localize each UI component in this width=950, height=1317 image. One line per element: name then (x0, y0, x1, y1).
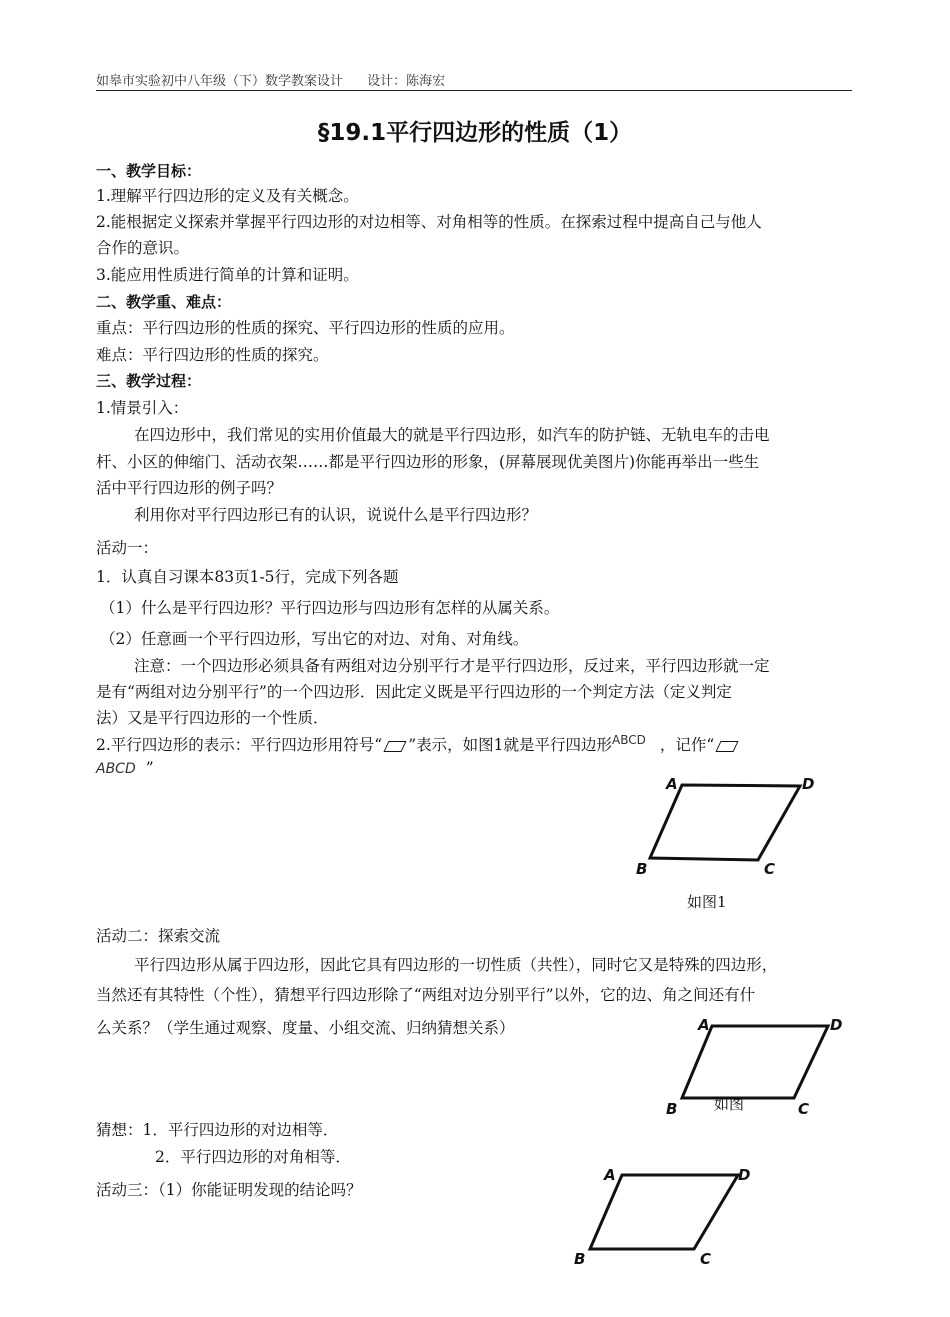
intro-label: 1.情景引入： (96, 399, 189, 417)
intro-paragraph-line: 杆、小区的伸缩门、活动衣架……都是平行四边形的形象，(屏幕展现优美图片)你能再举出一些生 (96, 453, 760, 471)
vertex-label-b: B (636, 860, 648, 878)
representation-text: ” (145, 759, 154, 777)
objective-line: 合作的意识。 (96, 239, 190, 257)
vertex-label-c: C (798, 1100, 810, 1118)
parallelogram-figure-1 (630, 770, 830, 885)
parallelogram-figure-3 (570, 1160, 770, 1275)
keypoint-line: 重点：平行四边形的性质的探究、平行四边形的性质的应用。 (96, 319, 515, 337)
figure-1-caption: 如图1 (687, 893, 727, 911)
note-line: 法）又是平行四边形的一个性质． (96, 709, 329, 727)
intro-question: 利用你对平行四边形已有的认识，说说什么是平行四边形？ (134, 506, 538, 524)
representation-text: ，记作“ (659, 736, 715, 754)
vertex-label-b: B (666, 1100, 678, 1118)
conjecture-2: 2．平行四边形的对角相等． (155, 1148, 351, 1166)
representation-text: ”表示，如图1就是平行四边形 (408, 736, 613, 754)
objective-line: 3.能应用性质进行简单的计算和证明。 (96, 266, 359, 284)
vertex-label-c: C (764, 860, 776, 878)
vertex-label-a: A (604, 1166, 616, 1184)
representation-text: 2.平行四边形的表示：平行四边形用符号“ (96, 736, 383, 754)
activity1-question: （2）任意画一个平行四边形，写出它的对边、对角、对角线。 (100, 630, 529, 648)
keypoint-line: 难点：平行四边形的性质的探究。 (96, 346, 329, 364)
activity2-label: 活动二：探索交流 (96, 927, 221, 945)
vertex-label-d: D (738, 1166, 751, 1184)
parallelogram-symbol-icon (716, 741, 739, 752)
activity1-question: （1）什么是平行四边形？平行四边形与四边形有怎样的从属关系。 (100, 599, 560, 617)
section-objectives-heading: 一、教学目标： (96, 162, 202, 180)
activity1-label: 活动一： (96, 539, 159, 557)
vertex-label-c: C (700, 1250, 712, 1268)
page-header (96, 70, 852, 91)
header-school: 如皋市实验初中八年级（下）数学教案设计 (96, 74, 344, 89)
section-keypoints-heading: 二、教学重、难点： (96, 293, 232, 311)
conjecture-1: 猜想：1．平行四边形的对边相等． (96, 1121, 339, 1139)
activity1-item: 1．认真自习课本83页1-5行，完成下列各题 (96, 568, 399, 586)
activity2-paragraph-line: 平行四边形从属于四边形，因此它具有四边形的一切性质（共性），同时它又是特殊的四边形， (134, 956, 778, 974)
page-title: §19.1平行四边形的性质（1） (317, 120, 633, 146)
representation-abcd: ABCD (612, 733, 646, 747)
vertex-label-d: D (830, 1016, 843, 1034)
activity3-line: 活动三：（1）你能证明发现的结论吗？ (96, 1181, 362, 1199)
intro-paragraph-line: 在四边形中，我们常见的实用价值最大的就是平行四边形，如汽车的防护链、无轨电车的击电 (134, 426, 770, 444)
objective-line: 2.能根据定义探索并掌握平行四边形的对边相等、对角相等的性质。在探索过程中提高自己与他人 (96, 213, 762, 231)
representation-line (96, 733, 856, 755)
vertex-label-a: A (666, 775, 678, 793)
figure-2-caption: 如图 (714, 1095, 745, 1113)
section-process-heading: 三、教学过程： (96, 372, 202, 390)
note-line: 是有“两组对边分别平行”的一个四边形．因此定义既是平行四边形的一个判定方法（定义判定 (96, 683, 732, 701)
parallelogram-figure-2 (660, 1012, 860, 1117)
activity2-paragraph-line: 当然还有其特性（个性），猜想平行四边形除了“两组对边分别平行”以外，它的边、角之间还有什 (96, 986, 756, 1004)
representation-abcd-notation: ABCD (96, 761, 136, 777)
vertex-label-a: A (698, 1016, 710, 1034)
vertex-label-b: B (574, 1250, 586, 1268)
parallelogram-symbol-icon (384, 741, 407, 752)
intro-paragraph-line: 活中平行四边形的例子吗？ (96, 479, 283, 497)
activity2-paragraph-line: 么关系？（学生通过观察、度量、小组交流、归纳猜想关系） (96, 1019, 515, 1037)
header-designer: 设计：陈海宏 (367, 74, 446, 89)
vertex-label-d: D (802, 775, 815, 793)
objective-line: 1.理解平行四边形的定义及有关概念。 (96, 187, 359, 205)
note-line: 注意：一个四边形必须具备有两组对边分别平行才是平行四边形，反过来，平行四边形就一定 (134, 657, 770, 675)
